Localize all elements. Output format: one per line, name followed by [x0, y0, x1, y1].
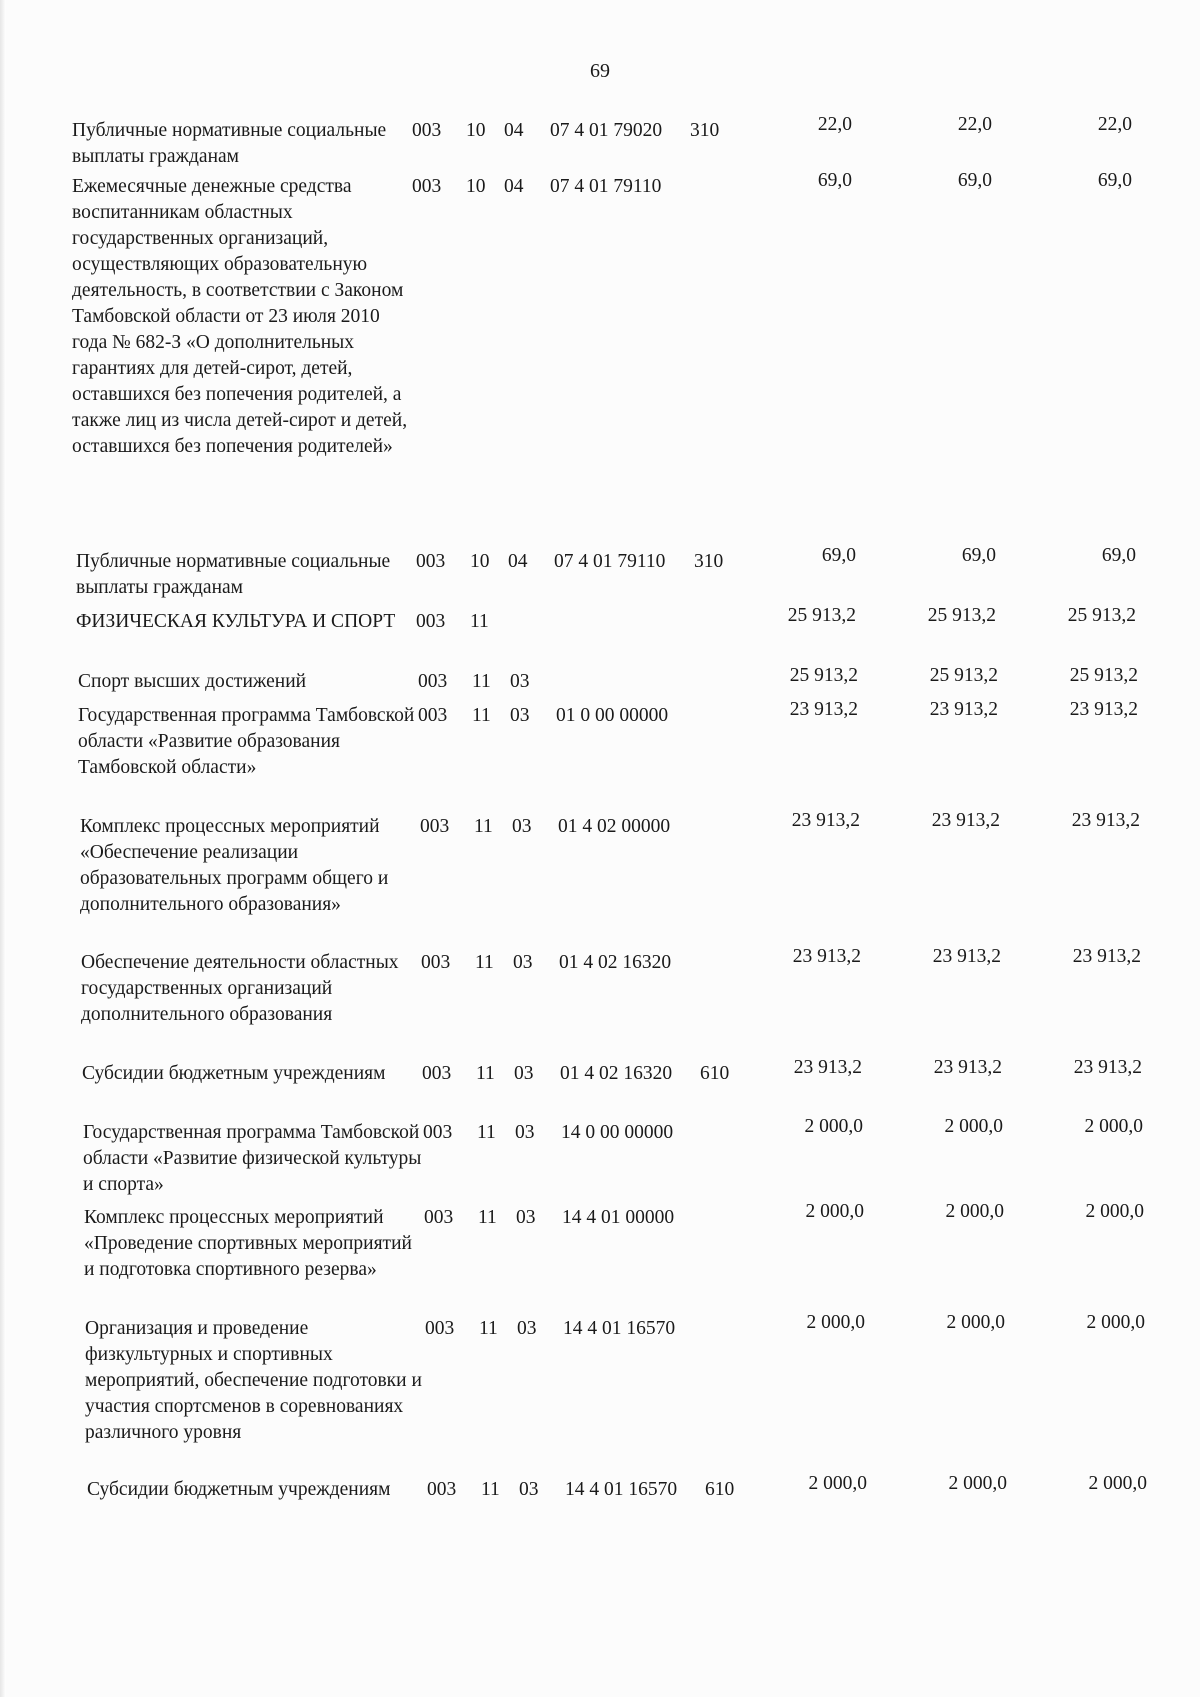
row-name: Комплекс процессных мероприятий «Обеспечение реализации образовательных программ общего и дополнительного образования» [80, 816, 389, 915]
row-rz: 11 [474, 816, 493, 837]
row-vr: 310 [694, 551, 724, 572]
row-value-1: 23 913,2 [791, 810, 860, 831]
row-pr: 04 [504, 176, 524, 197]
row-value-1: 2 000,0 [804, 1116, 863, 1137]
row-pr: 03 [515, 1122, 535, 1143]
row-pr: 04 [508, 551, 528, 572]
row-value-3: 23 913,2 [1072, 946, 1141, 967]
row-ved: 003 [422, 1063, 452, 1084]
row-value-2: 2 000,0 [946, 1312, 1005, 1333]
row-csr: 14 4 01 00000 [562, 1207, 675, 1228]
row-value-2: 25 913,2 [929, 665, 998, 686]
row-value-2: 69,0 [957, 170, 992, 191]
row-value-2: 69,0 [961, 545, 996, 566]
row-value-1: 23 913,2 [792, 946, 861, 967]
row-value-3: 25 913,2 [1067, 605, 1136, 626]
row-value-2: 2 000,0 [945, 1201, 1004, 1222]
row-rz: 11 [478, 1207, 497, 1228]
row-vr: 610 [705, 1479, 735, 1500]
row-value-1: 23 913,2 [793, 1057, 862, 1078]
row-csr: 07 4 01 79110 [554, 551, 666, 572]
row-csr: 14 4 01 16570 [565, 1479, 678, 1500]
row-value-2: 23 913,2 [932, 946, 1001, 967]
row-pr: 03 [517, 1318, 537, 1339]
row-value-1: 25 913,2 [789, 665, 858, 686]
row-value-1: 69,0 [821, 545, 856, 566]
row-value-1: 2 000,0 [805, 1201, 864, 1222]
row-value-3: 25 913,2 [1069, 665, 1138, 686]
row-rz: 11 [476, 1063, 495, 1084]
row-value-3: 69,0 [1097, 170, 1132, 191]
row-name: Субсидии бюджетным учреждениям [82, 1063, 386, 1084]
row-name: Ежемесячные денежные средства воспитанникам областных государственных организаций, осуществляющих образовательную деятельность, в соответствии с Законом Тамбовской области от 23 июля 2010 года № 682-З «О дополнительных гарантиях для детей-сирот, детей, оставшихся без попечения родителей, а также лиц из числа детей-сирот и детей, оставшихся без попечения родителей» [72, 176, 408, 457]
row-name: Публичные нормативные социальные выплаты гражданам [76, 551, 391, 598]
row-rz: 11 [470, 611, 489, 632]
row-value-3: 23 913,2 [1069, 699, 1138, 720]
row-value-2: 23 913,2 [933, 1057, 1002, 1078]
row-ved: 003 [418, 705, 448, 726]
row-value-3: 2 000,0 [1085, 1201, 1144, 1222]
row-name: Организация и проведение физкультурных и спортивных мероприятий, обеспечение подготовки и участия спортсменов в соревнованиях различного уровня [85, 1318, 422, 1443]
row-pr: 03 [514, 1063, 534, 1084]
row-name: Спорт высших достижений [78, 671, 307, 692]
row-ved: 003 [421, 952, 451, 973]
row-csr: 01 4 02 00000 [558, 816, 671, 837]
row-csr: 14 4 01 16570 [563, 1318, 676, 1339]
row-rz: 10 [466, 176, 486, 197]
row-value-1: 25 913,2 [787, 605, 856, 626]
row-ved: 003 [412, 176, 442, 197]
row-ved: 003 [412, 120, 442, 141]
row-csr: 07 4 01 79020 [550, 120, 663, 141]
row-vr: 310 [690, 120, 720, 141]
row-value-1: 2 000,0 [808, 1473, 867, 1494]
row-rz: 11 [479, 1318, 498, 1339]
row-value-3: 2 000,0 [1088, 1473, 1147, 1494]
row-value-1: 22,0 [817, 114, 852, 135]
row-rz: 11 [472, 705, 491, 726]
row-value-3: 23 913,2 [1071, 810, 1140, 831]
page-number: 69 [590, 60, 610, 82]
row-ved: 003 [418, 671, 448, 692]
row-value-2: 23 913,2 [929, 699, 998, 720]
row-name: Субсидии бюджетным учреждениям [87, 1479, 391, 1500]
row-value-2: 25 913,2 [927, 605, 996, 626]
row-pr: 03 [512, 816, 532, 837]
row-ved: 003 [416, 551, 446, 572]
row-name: Государственная программа Тамбовской области «Развитие физической культуры и спорта» [83, 1122, 422, 1195]
row-value-2: 2 000,0 [944, 1116, 1003, 1137]
row-pr: 03 [510, 705, 530, 726]
row-value-1: 23 913,2 [789, 699, 858, 720]
row-csr: 07 4 01 79110 [550, 176, 662, 197]
row-name: Государственная программа Тамбовской области «Развитие образования Тамбовской области» [78, 705, 415, 778]
row-ved: 003 [420, 816, 450, 837]
row-ved: 003 [416, 611, 446, 632]
row-rz: 11 [475, 952, 494, 973]
row-value-3: 23 913,2 [1073, 1057, 1142, 1078]
scan-edge [0, 0, 6, 1697]
row-csr: 01 0 00 00000 [556, 705, 669, 726]
row-pr: 03 [519, 1479, 539, 1500]
row-pr: 04 [504, 120, 524, 141]
row-rz: 10 [466, 120, 486, 141]
row-rz: 11 [481, 1479, 500, 1500]
row-ved: 003 [423, 1122, 453, 1143]
row-value-3: 22,0 [1097, 114, 1132, 135]
row-name: ФИЗИЧЕСКАЯ КУЛЬТУРА И СПОРТ [76, 611, 396, 632]
row-ved: 003 [424, 1207, 454, 1228]
row-value-3: 2 000,0 [1084, 1116, 1143, 1137]
row-name: Обеспечение деятельности областных государственных организаций дополнительного образования [81, 952, 399, 1025]
row-rz: 11 [477, 1122, 496, 1143]
row-value-1: 69,0 [817, 170, 852, 191]
row-ved: 003 [427, 1479, 457, 1500]
row-value-2: 22,0 [957, 114, 992, 135]
row-value-1: 2 000,0 [806, 1312, 865, 1333]
row-value-2: 2 000,0 [948, 1473, 1007, 1494]
row-ved: 003 [425, 1318, 455, 1339]
row-pr: 03 [510, 671, 530, 692]
row-value-3: 69,0 [1101, 545, 1136, 566]
row-value-2: 23 913,2 [931, 810, 1000, 831]
row-csr: 14 0 00 00000 [561, 1122, 674, 1143]
row-rz: 11 [472, 671, 491, 692]
row-vr: 610 [700, 1063, 730, 1084]
row-pr: 03 [516, 1207, 536, 1228]
row-csr: 01 4 02 16320 [559, 952, 672, 973]
row-pr: 03 [513, 952, 533, 973]
row-name: Публичные нормативные социальные выплаты гражданам [72, 120, 387, 167]
row-rz: 10 [470, 551, 490, 572]
row-name: Комплекс процессных мероприятий «Проведение спортивных мероприятий и подготовка спортивного резерва» [84, 1207, 412, 1280]
row-value-3: 2 000,0 [1086, 1312, 1145, 1333]
row-csr: 01 4 02 16320 [560, 1063, 673, 1084]
